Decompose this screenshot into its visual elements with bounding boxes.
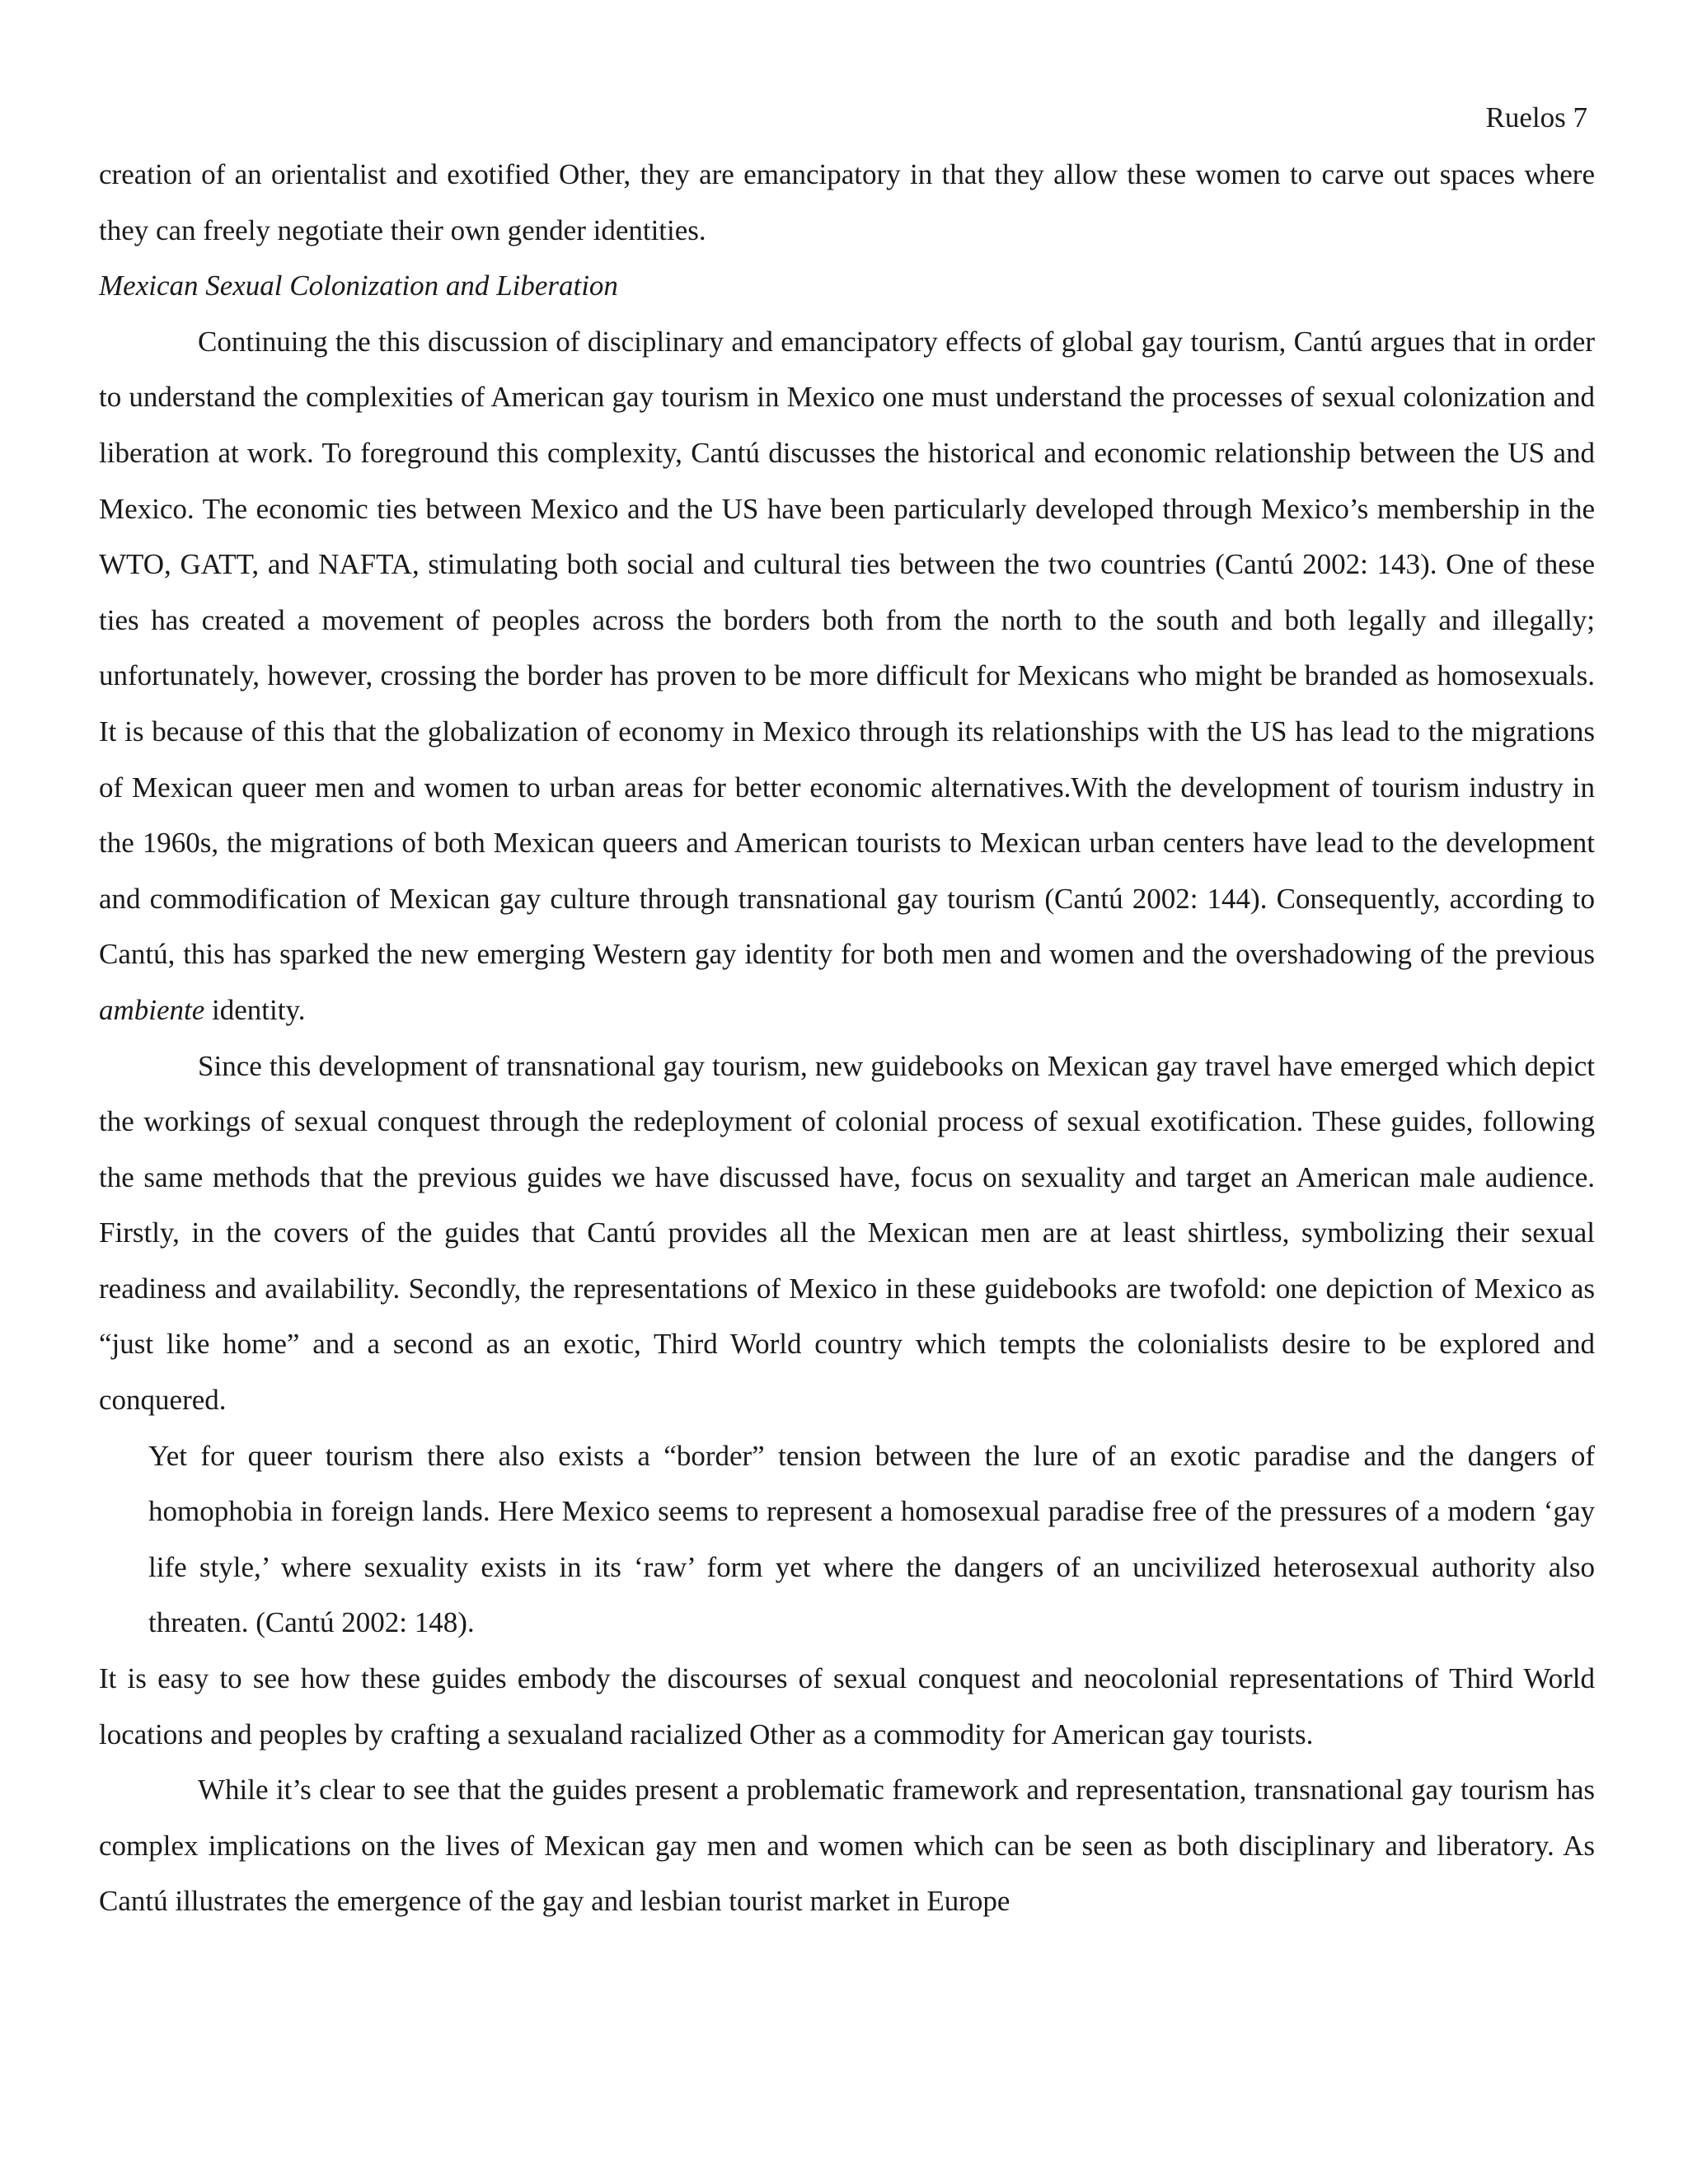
paragraph-2 — [99, 314, 1595, 1038]
paragraph-4: It is easy to see how these guides embody the discourses of sexual conquest and neocolonial representations of Third World locations and peoples by crafting a sexualand racialized Other as a commodity for American gay tourists. — [99, 1662, 1595, 1750]
italic-term: ambiente — [99, 993, 205, 1026]
block-quote: Yet for queer tourism there also exists a “border” tension between the lure of an exotic paradise and the dangers of homophobia in foreign lands. Here Mexico seems to represent a homosexual paradise free of the pressures of a modern ‘gay life style,’ where sexuality exists in its ‘raw’ form yet where the dangers of an uncivilized heterosexual authority also threaten. (Cantú 2002: 148). — [148, 1439, 1595, 1639]
section-heading: Mexican Sexual Colonization and Liberation — [99, 269, 618, 302]
paragraph-3: Since this development of transnational gay tourism, new guidebooks on Mexican gay travel have emerged which depict the workings of sexual conquest through the redeployment of colonial process of sexual exotification. These guides, following the same methods that the previous guides we have discussed have, focus on sexuality and target an American male audience. Firstly, in the covers of the guides that Cantú provides all the Mexican men are at least shirtless, symbolizing their sexual readiness and availability. Secondly, the representations of Mexico in these guidebooks are twofold: one depiction of Mexico as “just like home” and a second as an exotic, Third World country which tempts the colonialists desire to be explored and conquered. — [99, 1049, 1595, 1417]
paragraph-continuation: creation of an orientalist and exotified Other, they are emancipatory in that they allow these women to carve out spaces where they can freely negotiate their own gender identities. — [99, 158, 1595, 246]
paragraph-5: While it’s clear to see that the guides present a problematic framework and representation, transnational gay tourism has complex implications on the lives of Mexican gay men and women which can be seen as both disciplinary and liberatory. As Cantú illustrates the emergence of the gay and lesbian tourist market in Europe — [99, 1774, 1595, 1918]
paragraph-2-text: Continuing the this discussion of disciplinary and emancipatory effects of global gay tourism, Cantú argues that in order to understand the complexities of American gay tourism in Mexico one must understand the processes of sexual colonization and liberation at work. To foreground this complexity, Cantú discusses the historical and economic relationship between the US and Mexico. The economic ties between Mexico and the US have been particularly developed through Mexico’s membership in the WTO, GATT, and NAFTA, stimulating both social and cultural ties between the two countries (Cantú 2002: 143). One of these ties has created a movement of peoples across the borders both from the north to the south and both legally and illegally; unfortunately, however, crossing the border has proven to be more difficult for Mexicans who might be branded as homosexuals. It is because of this that the globalization of economy in Mexico through its relationships with the US has lead to the migrations of Mexican queer men and women to urban areas for better economic alternatives.With the development of tourism industry in the 1960s, the migrations of both Mexican queers and American tourists to Mexican urban centers have lead to the development and commodification of Mexican gay culture through transnational gay tourism (Cantú 2002: 144). Consequently, according to Cantú, this has sparked the new emerging Western gay identity for both men and women and the overshadowing of the previous — [99, 325, 1595, 971]
running-head: Ruelos 7 — [1485, 101, 1587, 134]
paragraph-2-end: identity. — [204, 993, 306, 1026]
body-text — [99, 147, 1595, 1929]
